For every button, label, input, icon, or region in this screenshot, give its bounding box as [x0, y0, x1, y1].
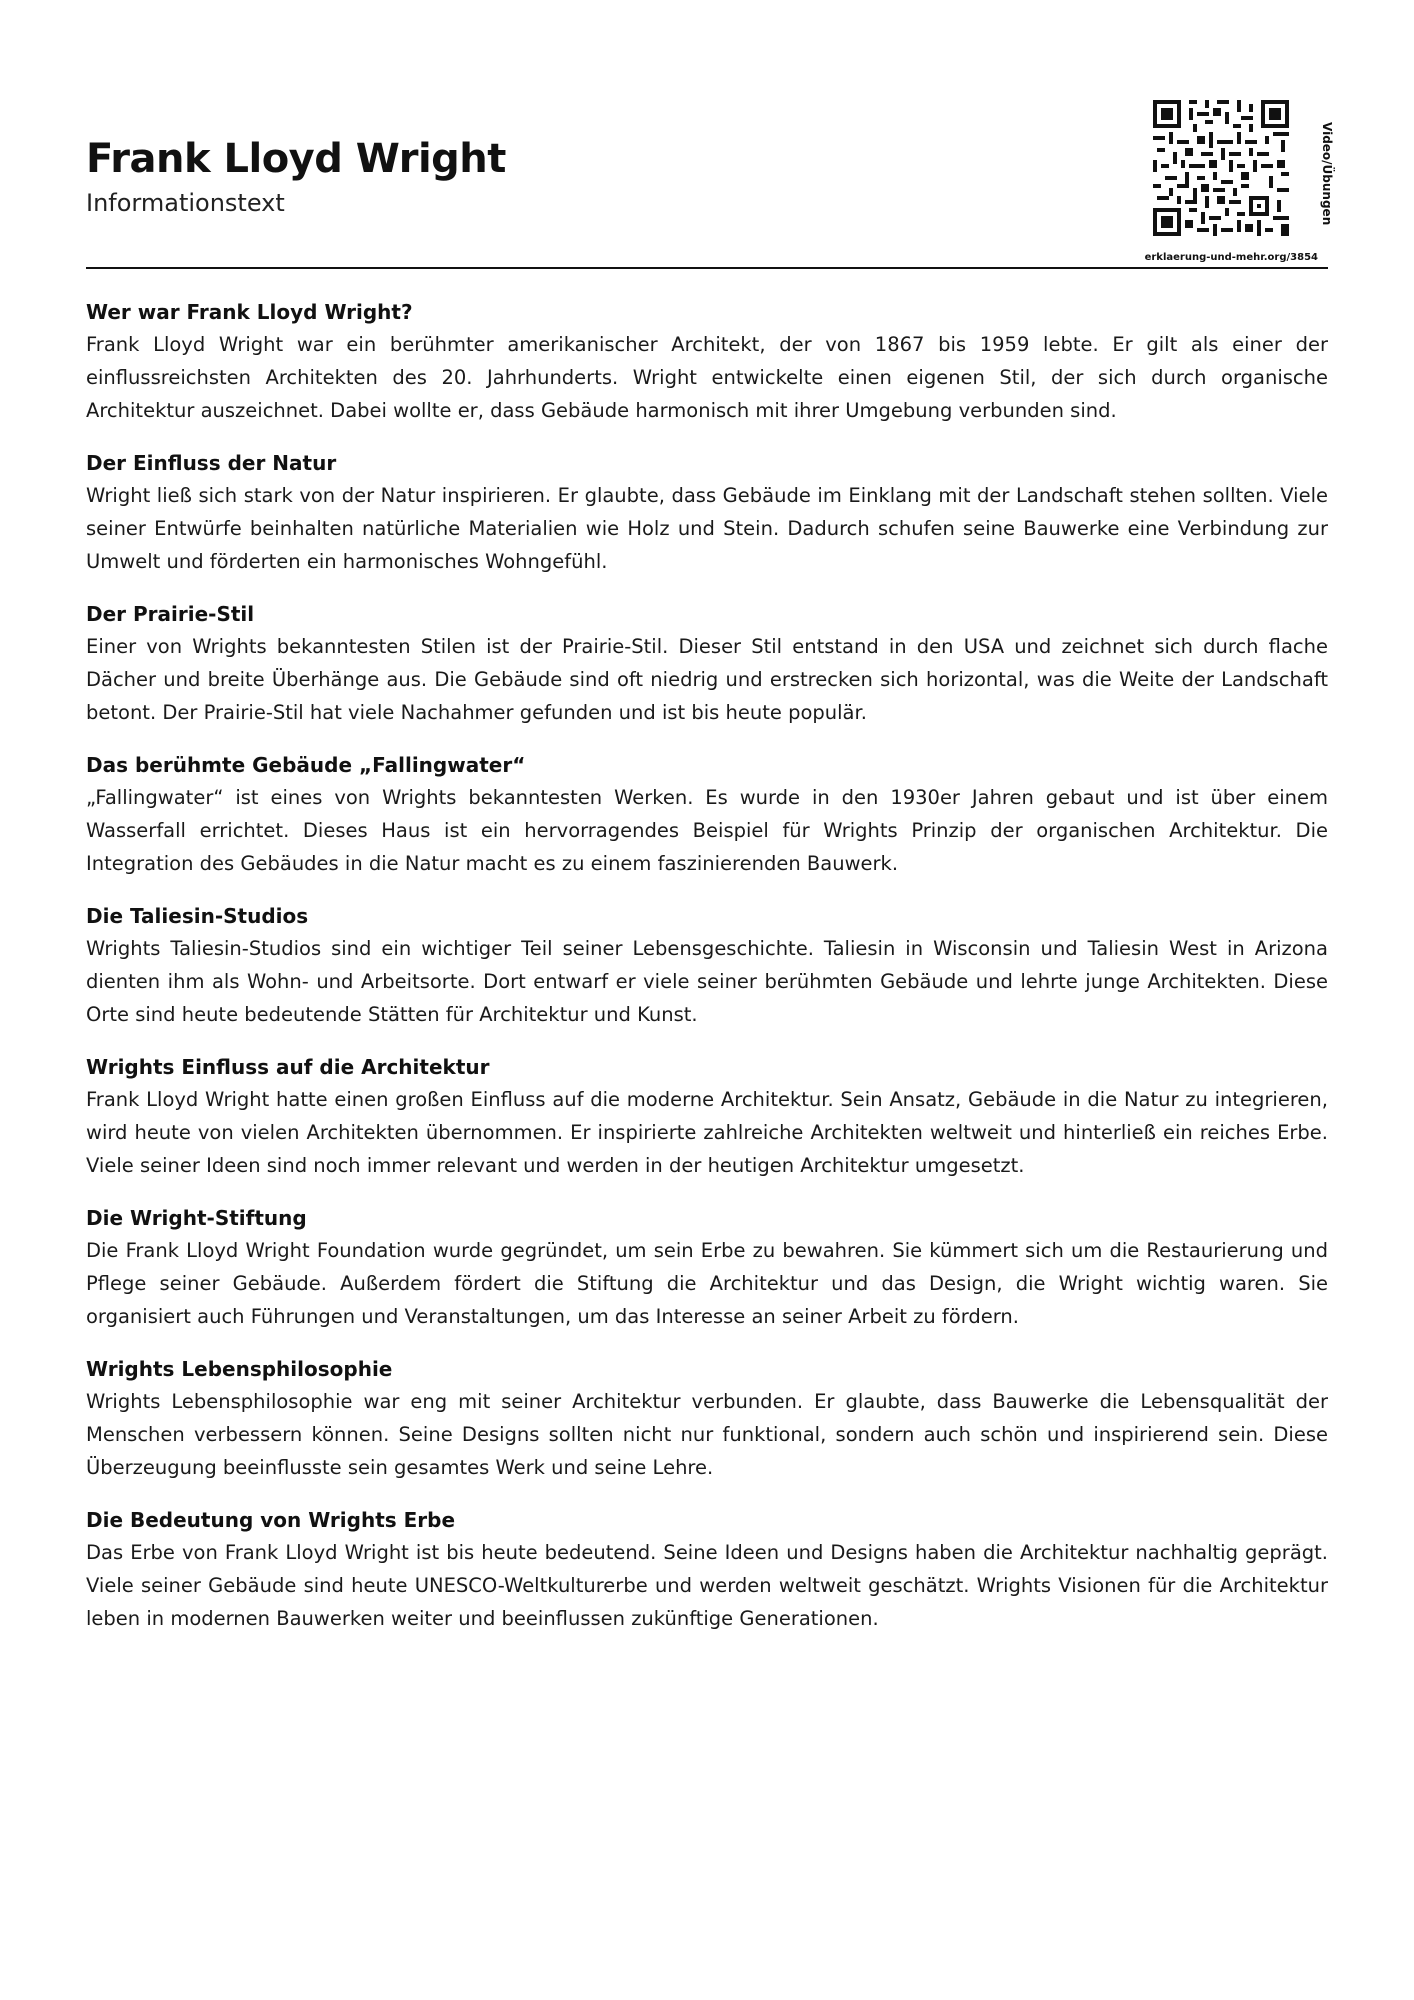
- section-paragraph: Das Erbe von Frank Lloyd Wright ist bis heute bedeutend. Seine Ideen und Designs haben die Architektur nachhaltig geprägt. Viele seiner Gebäude sind heute UNESCO-Weltkulturerbe und werden weltweit geschätzt. Wrights Visionen für die Architektur leben in modernen Bauwerken weiter und beeinflussen zukünftige Generationen.: [86, 1541, 1328, 1630]
- section-heading: Die Taliesin-Studios: [86, 904, 309, 928]
- section-heading: Wrights Einfluss auf die Architektur: [86, 1055, 490, 1079]
- section-heading: Der Einfluss der Natur: [86, 451, 337, 475]
- section-paragraph: Wrights Lebensphilosophie war eng mit seiner Architektur verbunden. Er glaubte, dass Bauwerke die Lebensqualität der Menschen verbessern können. Seine Designs sollten nicht nur funktional, sondern auch schön und inspirierend sein. Diese Überzeugung beeinflusste sein gesamtes Werk und seine Lehre.: [86, 1390, 1328, 1479]
- page-title: Frank Lloyd Wright: [86, 136, 506, 182]
- section-heading: Der Prairie-Stil: [86, 602, 255, 626]
- section-paragraph: Frank Lloyd Wright hatte einen großen Einfluss auf die moderne Architektur. Sein Ansatz, Gebäude in die Natur zu integrieren, wird heute von vielen Architekten übernommen. Er inspirierte zahlreiche Architekten weltweit und hinterließ ein reiches Erbe. Viele seiner Ideen sind noch immer relevant und werden in der heutigen Architektur umgesetzt.: [86, 1088, 1328, 1177]
- qr-code[interactable]: [1153, 100, 1289, 236]
- section-life-philosophy: [86, 1353, 1328, 1484]
- section-paragraph: „Fallingwater“ ist eines von Wrights bekanntesten Werken. Es wurde in den 1930er Jahren gebaut und ist über einem Wasserfall errichtet. Dieses Haus ist ein hervorragendes Beispiel für Wrights Prinzip der organischen Architektur. Die Integration des Gebäudes in die Natur macht es zu einem faszinierenden Bauwerk.: [86, 786, 1328, 875]
- qr-side-label: Video/Übungen: [1320, 122, 1334, 226]
- section-paragraph: Wright ließ sich stark von der Natur inspirieren. Er glaubte, dass Gebäude im Einklang mit der Landschaft stehen sollten. Viele seiner Entwürfe beinhalten natürliche Materialien wie Holz und Stein. Dadurch schufen seine Bauwerke eine Verbindung zur Umwelt und förderten ein harmonisches Wohngefühl.: [86, 484, 1328, 573]
- section-paragraph: Frank Lloyd Wright war ein berühmter amerikanischer Architekt, der von 1867 bis 1959 lebte. Er gilt als einer der einflussreichsten Architekten des 20. Jahrhunderts. Wright entwickelte einen eigenen Stil, der sich durch organische Architektur auszeichnet. Dabei wollte er, dass Gebäude harmonisch mit ihrer Umgebung verbunden sind.: [86, 333, 1328, 422]
- section-influence-of-nature: [86, 447, 1328, 578]
- section-influence-on-architecture: [86, 1051, 1328, 1182]
- section-taliesin-studios: [86, 900, 1328, 1031]
- section-heading: Die Bedeutung von Wrights Erbe: [86, 1508, 456, 1532]
- section-legacy-significance: [86, 1504, 1328, 1635]
- section-fallingwater: [86, 749, 1328, 880]
- qr-url-link[interactable]: erklaerung-und-mehr.org/3854: [1144, 252, 1318, 263]
- section-who-was-wright: [86, 296, 1328, 427]
- section-heading: Das berühmte Gebäude „Fallingwater“: [86, 753, 526, 777]
- section-prairie-style: [86, 598, 1328, 729]
- section-heading: Wrights Lebensphilosophie: [86, 1357, 393, 1381]
- section-paragraph: Die Frank Lloyd Wright Foundation wurde gegründet, um sein Erbe zu bewahren. Sie kümmert sich um die Restaurierung und Pflege seiner Gebäude. Außerdem fördert die Stiftung die Architektur und das Design, die Wright wichtig waren. Sie organisiert auch Führungen und Veranstaltungen, um das Interesse an seiner Arbeit zu fördern.: [86, 1239, 1328, 1328]
- info-text-body: [86, 296, 1328, 1655]
- section-heading: Die Wright-Stiftung: [86, 1206, 307, 1230]
- page-subtitle: Informationstext: [86, 189, 285, 217]
- section-heading: Wer war Frank Lloyd Wright?: [86, 300, 413, 324]
- section-wright-foundation: [86, 1202, 1328, 1333]
- section-paragraph: Einer von Wrights bekanntesten Stilen ist der Prairie-Stil. Dieser Stil entstand in den USA und zeichnet sich durch flache Dächer und breite Überhänge aus. Die Gebäude sind oft niedrig und erstrecken sich horizontal, was die Weite der Landschaft betont. Der Prairie-Stil hat viele Nachahmer gefunden und ist bis heute populär.: [86, 635, 1328, 724]
- section-paragraph: Wrights Taliesin-Studios sind ein wichtiger Teil seiner Lebensgeschichte. Taliesin in Wisconsin und Taliesin West in Arizona dienten ihm als Wohn- und Arbeitsorte. Dort entwarf er viele seiner berühmten Gebäude und lehrte junge Architekten. Diese Orte sind heute bedeutende Stätten für Architektur und Kunst.: [86, 937, 1328, 1026]
- header-divider: [86, 267, 1328, 269]
